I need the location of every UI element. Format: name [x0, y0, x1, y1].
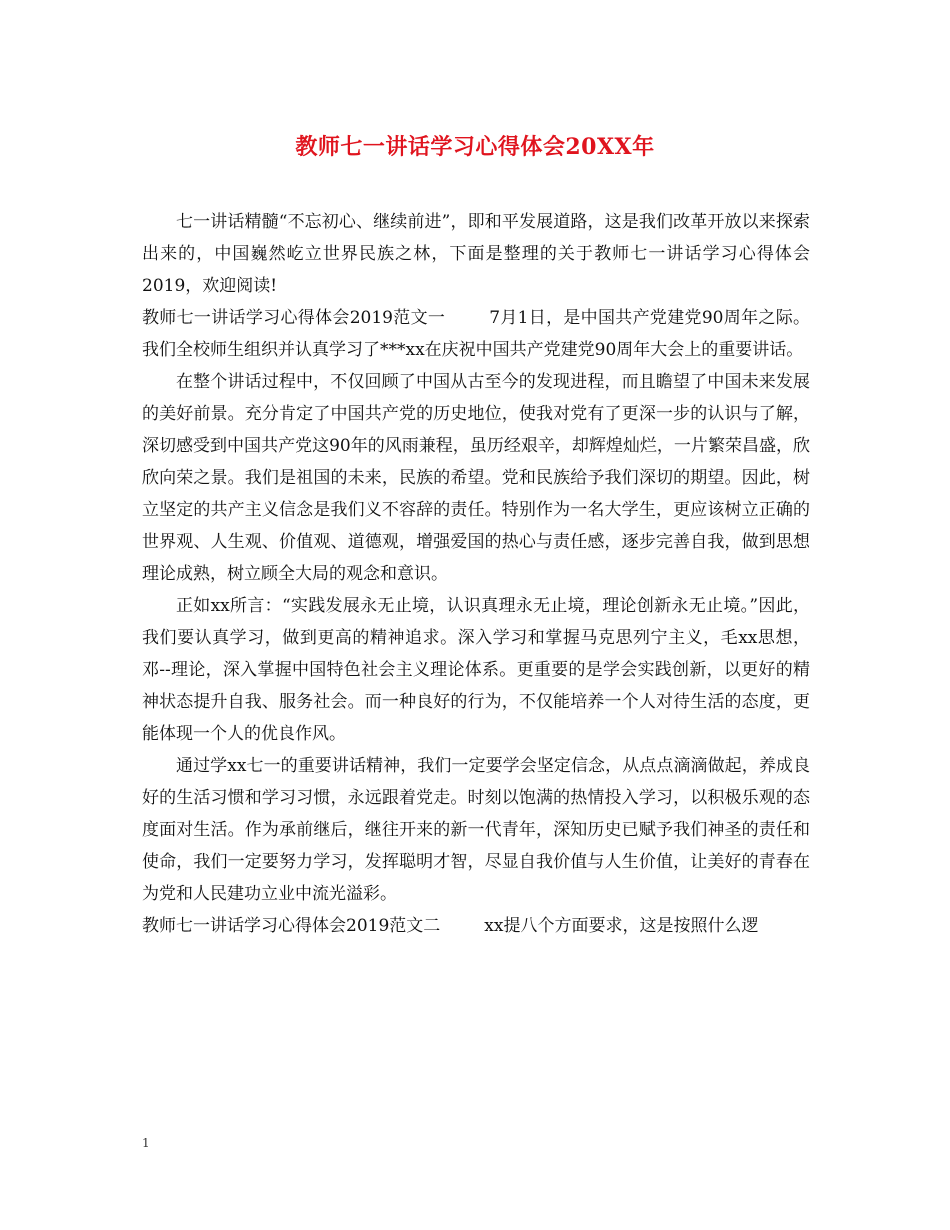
paragraph-text: 7月1日，是中国共产党建党90周年之际。我们全校师生组织并认真学习了***xx在庆祝中国共产党建党90周年大会上的重要讲话。: [142, 308, 811, 360]
paragraph-section-one: [142, 302, 810, 366]
paragraph-intro: [142, 206, 810, 302]
paragraph-body: [142, 366, 810, 590]
paragraph-text: 通过学xx七一的重要讲话精神，我们一定要学会坚定信念，从点点滴滴做起，养成良好的生活习惯和学习习惯，永远跟着党走。时刻以饱满的热情投入学习，以积极乐观的态度面对生活。作为承前继后，继往开来的新一代青年，深知历史已赋予我们神圣的责任和使命，我们一定要努力学习，发挥聪明才智，尽显自我价值与人生价值，让美好的青春在为党和人民建功立业中流光溢彩。: [142, 756, 810, 904]
document-body: [142, 206, 810, 942]
paragraph-text: xx提八个方面要求，这是按照什么逻: [484, 916, 759, 936]
section-heading: 教师七一讲话学习心得体会2019范文一: [142, 308, 446, 328]
paragraph-text: 七一讲话精髓“不忘初心、继续前进”，即和平发展道路，这是我们改革开放以来探索出来的，中国巍然屹立世界民族之林，下面是整理的关于教师七一讲话学习心得体会2019，欢迎阅读!: [142, 212, 810, 296]
page-number: 1: [142, 1136, 150, 1150]
paragraph-body: [142, 750, 810, 910]
paragraph-section-two: [142, 910, 810, 942]
paragraph-body: [142, 590, 810, 750]
paragraph-text: 正如xx所言：“实践发展永无止境，认识真理永无止境，理论创新永无止境。”因此，我们要认真学习，做到更高的精神追求。深入学习和掌握马克思列宁主义，毛xx思想，邓--理论，深入掌握中国特色社会主义理论体系。更重要的是学会实践创新，以更好的精神状态提升自我、服务社会。而一种良好的行为，不仅能培养一个人对待生活的态度，更能体现一个人的优良作风。: [142, 596, 810, 744]
document-title: 教师七一讲话学习心得体会20XX年: [295, 134, 655, 160]
paragraph-text: 在整个讲话过程中，不仅回顾了中国从古至今的发现进程，而且瞻望了中国未来发展的美好前景。充分肯定了中国共产党的历史地位，使我对党有了更深一步的认识与了解，深切感受到中国共产党这90年的风雨兼程，虽历经艰辛，却辉煌灿烂，一片繁荣昌盛，欣欣向荣之景。我们是祖国的未来，民族的希望。党和民族给予我们深切的期望。因此，树立坚定的共产主义信念是我们义不容辞的责任。特别作为一名大学生，更应该树立正确的世界观、人生观、价值观、道德观，增强爱国的热心与责任感，逐步完善自我，做到思想理论成熟，树立顾全大局的观念和意识。: [142, 372, 810, 584]
section-heading: 教师七一讲话学习心得体会2019范文二: [142, 916, 441, 936]
